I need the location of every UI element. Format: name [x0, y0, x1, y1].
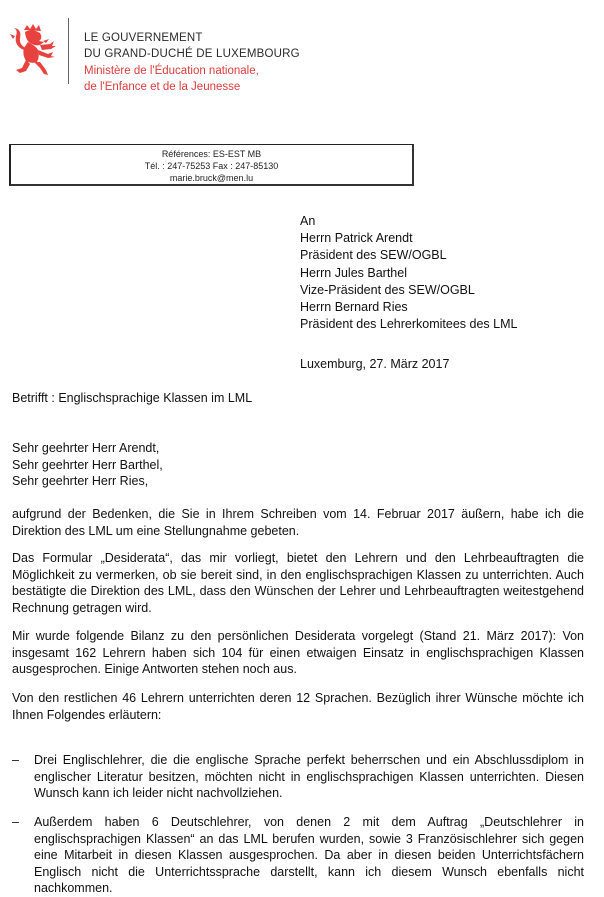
bullet-dash: – — [12, 753, 19, 767]
salutation-line: Sehr geehrter Herr Arendt, — [12, 441, 160, 455]
ministry-name — [84, 63, 259, 95]
phone-fax: Tél. : 247-75253 Fax : 247-85130 — [144, 161, 279, 171]
bullet-text: Drei Englischlehrer, die die englische Sprache perfekt beherrschen und ein Abschlussdiplom in englischer Literatur besitzen, möchten nicht in englischsprachigen Klassen unterrichten. Diesen Wunsch kann ich leider nicht nachvollziehen. — [34, 753, 584, 801]
salutation-line: Sehr geehrter Herr Ries, — [12, 474, 149, 488]
coat-of-arms-lion-icon — [10, 24, 62, 78]
letterhead-divider — [68, 18, 69, 84]
email-address: marie.bruck@men.lu — [169, 173, 254, 183]
recipient-line: Präsident des Lehrerkomitees des LML — [300, 317, 518, 332]
recipient-line: An — [300, 214, 316, 228]
reference-box — [9, 144, 414, 186]
recipient-line: Herrn Bernard Ries — [300, 300, 408, 315]
body-paragraph: Mir wurde folgende Bilanz zu den persönlichen Desiderata vorgelegt (Stand 21. März 2017): Von insgesamt 162 Lehrern haben sich 104 für einen etwaigen Einsatz in englischsprachigen Klassen ausgesprochen. Einige Antworten stehen noch aus. — [12, 629, 584, 677]
ministry-line-2: de l'Enfance et de la Jeunesse — [84, 81, 241, 93]
salutation-block — [12, 440, 163, 490]
recipient-line: Vize-Präsident des SEW/OGBL — [300, 282, 475, 297]
government-name — [84, 30, 300, 62]
recipient-address — [300, 213, 517, 333]
bullet-item — [12, 814, 584, 897]
letter-date: Luxemburg, 27. März 2017 — [300, 357, 450, 371]
gov-line-2: DU GRAND-DUCHÉ DE LUXEMBOURG — [84, 48, 300, 60]
body-paragraph: Das Formular „Desiderata“, das mir vorliegt, bietet den Lehrern und den Lehrbeauftragten die Möglichkeit zu vermerken, ob sie bereit sind, in den englischsprachigen Klassen zu unterrichten. Auch bestätigte die Direktion des LML, dass den Wünschen der Lehrer und Lehrbeauftragten weitestgehend Rechnung getragen wird. — [12, 551, 584, 615]
recipient-line: Herrn Jules Barthel — [300, 265, 407, 280]
letter-subject: Betrifft : Englischsprachige Klassen im LML — [12, 391, 253, 405]
recipient-line: Präsident des SEW/OGBL — [300, 248, 447, 263]
salutation-line: Sehr geehrter Herr Barthel, — [12, 457, 163, 472]
gov-line-1: LE GOUVERNEMENT — [84, 32, 203, 44]
body-paragraph: Von den restlichen 46 Lehrern unterrichten deren 12 Sprachen. Bezüglich ihrer Wünsche möchte ich Ihnen Folgendes erläutern: — [12, 691, 584, 722]
bullet-item — [12, 752, 584, 802]
bullet-dash: – — [12, 815, 19, 829]
reference-code: Références: ES-EST MB — [161, 149, 262, 159]
bullet-text: Außerdem haben 6 Deutschlehrer, von denen 2 mit dem Auftrag „Deutschlehrer in englischsprachigen Klassen“ an das LML berufen wurden, sowie 3 Französischlehrer sich gegen eine Mitarbeit in diesen Klassen ausgesprochen. Da aber in diesen beiden Unterrichtsfächern Englisch nicht die Unterrichtssprache darstellt, kann ich diesem Wunsch ebenfalls nicht nachkommen. — [34, 815, 584, 896]
ministry-line-1: Ministère de l'Éducation nationale, — [84, 65, 259, 77]
body-paragraph: aufgrund der Bedenken, die Sie in Ihrem Schreiben vom 14. Februar 2017 äußern, habe ich die Direktion des LML um eine Stellungnahme gebeten. — [12, 507, 584, 538]
recipient-line: Herrn Patrick Arendt — [300, 231, 413, 246]
